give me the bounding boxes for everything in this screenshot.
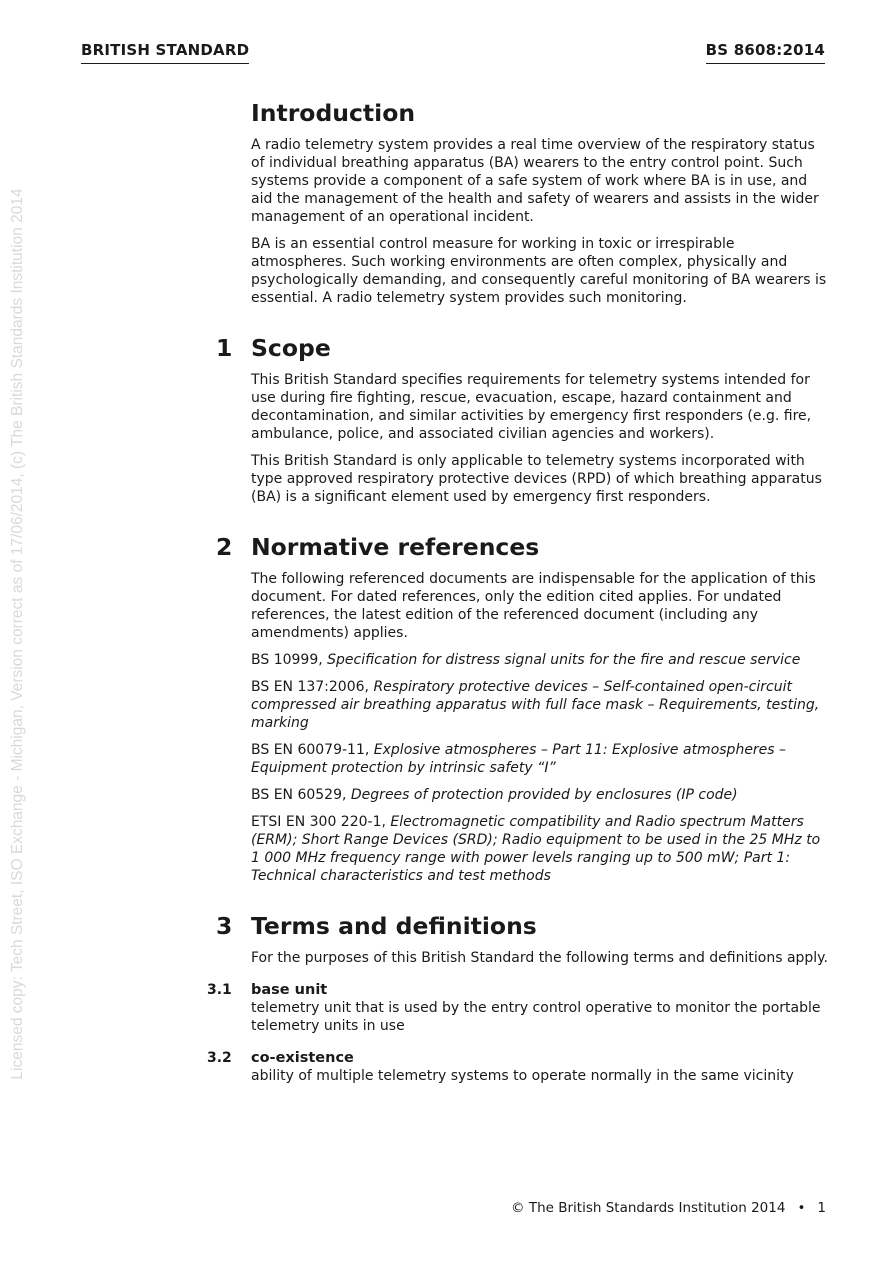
header-left: BRITISH STANDARD [81, 40, 249, 64]
reference-item: BS 10999, Specification for distress signal units for the fire and rescue service [251, 652, 801, 668]
reference-item: BS EN 60529, Degrees of protection provided by enclosures (IP code) [251, 787, 738, 803]
term-name: co-existence [251, 1050, 354, 1066]
section-terms-definitions [207, 911, 831, 1085]
paragraph: A radio telemetry system provides a real time overview of the respiratory status of individual breathing apparatus (BA) wearers to the entry control point. Such systems provide a component of a safe system of work where BA is in use, and aid the management of the health and safety of wearers and assists in the wider management of an operational incident. [251, 137, 819, 225]
section-introduction [251, 98, 831, 307]
section-number: 2 [216, 533, 233, 561]
footer-bullet: • [797, 1200, 806, 1216]
page-content [207, 98, 831, 1085]
page-footer [511, 1199, 826, 1217]
section-number: 1 [216, 334, 233, 362]
reference-item: BS EN 137:2006, Respiratory protective devices – Self-contained open-circuit compressed air breathing apparatus with full face mask – Requirements, testing, marking [251, 679, 820, 731]
term-number: 3.1 [207, 982, 232, 998]
paragraph: This British Standard is only applicable to telemetry systems incorporated with type approved respiratory protective devices (RPD) of which breathing apparatus (BA) is a significant element used by emergency first responders. [251, 453, 822, 505]
term-entry [207, 981, 831, 1035]
section-normative-references [216, 532, 831, 885]
section-title: 3 Terms and definitions [216, 912, 537, 940]
term-definition: telemetry unit that is used by the entry control operative to monitor the portable telemetry units in use [251, 1000, 821, 1034]
reference-item: BS EN 60079-11, Explosive atmospheres – Part 11: Explosive atmospheres – Equipment protection by intrinsic safety “I” [251, 742, 787, 776]
section-number: 3 [216, 912, 233, 940]
term-entry [207, 1049, 831, 1085]
license-watermark: Licensed copy: Tech Street, ISO Exchange - Michigan, Version correct as of 17/06/2014, (c) The British Standards Institution 2014 [9, 188, 26, 1080]
paragraph: The following referenced documents are indispensable for the application of this document. For dated references, only the edition cited applies. For undated references, the latest edition of the referenced document (including any amendments) applies. [251, 571, 816, 641]
header-right: BS 8608:2014 [706, 40, 825, 64]
footer-copyright: © The British Standards Institution 2014 [511, 1200, 786, 1216]
paragraph: BA is an essential control measure for working in toxic or irrespirable atmospheres. Such working environments are often complex, physically and psychologically demanding, and consequently careful monitoring of BA wearers is essential. A radio telemetry system provides such monitoring. [251, 236, 827, 306]
page-number: 1 [817, 1200, 826, 1216]
reference-item: ETSI EN 300 220-1, Electromagnetic compatibility and Radio spectrum Matters (ERM); Short Range Devices (SRD); Radio equipment to be used in the 25 MHz to 1 000 MHz frequency range with power levels ranging up to 500 mW; Part 1: Technical characteristics and test methods [251, 814, 821, 884]
section-title: 1 Scope [216, 334, 331, 362]
section-scope [216, 333, 831, 506]
term-number: 3.2 [207, 1050, 232, 1066]
paragraph: For the purposes of this British Standard the following terms and definitions apply. [251, 950, 828, 966]
term-name: base unit [251, 982, 328, 998]
paragraph: This British Standard specifies requirements for telemetry systems intended for use during fire fighting, rescue, evacuation, escape, hazard containment and decontamination, and similar activities by emergency first responders (e.g. fire, ambulance, police, and associated civilian agencies and workers). [251, 372, 812, 442]
term-definition: ability of multiple telemetry systems to operate normally in the same vicinity [251, 1068, 794, 1084]
section-title: Introduction [251, 99, 416, 127]
section-title: 2 Normative references [216, 533, 540, 561]
